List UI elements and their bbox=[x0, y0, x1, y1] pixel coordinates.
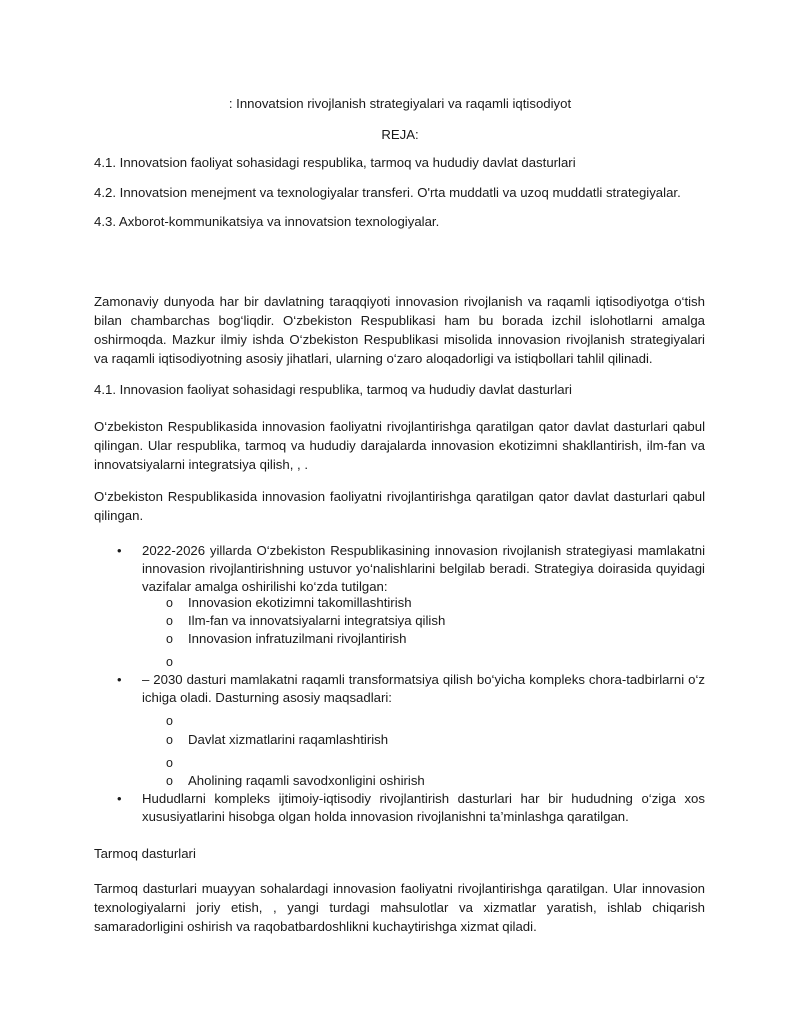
bullet-2-text: – 2030 dasturi mamlakatni raqamli transformatsiya qilish bo‘yicha kompleks chora-tadbirlarni o‘z ichiga oladi. Dasturning asosiy maqsadlari: bbox=[142, 672, 705, 705]
intro-paragraph: Zamonaviy dunyoda har bir davlatning taraqqiyoti innovasion rivojlanish va raqamli iqtisodiyotga o‘tish bilan chambarchas bog‘liqdir. O‘zbekiston Respublikasi ham bu borada izchil islohotlarni amalga oshirmoqda. Mazkur ilmiy ishda O‘zbekiston Respublikasi misolida innovasion rivojlanish strategiyalari va raqamli iqtisodiyotning asosiy jihatlari, ularning o‘zaro aloqadorligi va istiqbollari tahlil qilinadi. bbox=[94, 294, 705, 366]
paragraph-3: O‘zbekiston Respublikasida innovasion faoliyatni rivojlantirishga qaratilgan qator davlat dasturlari qabul qilingan. bbox=[94, 489, 705, 523]
bullet-1-sub-3: Innovasion infratuzilmani rivojlantirish bbox=[188, 631, 407, 646]
sub-marker: o bbox=[166, 774, 173, 788]
bullet-marker: • bbox=[117, 791, 122, 806]
bullet-3-text: Hududlarni kompleks ijtimoiy-iqtisodiy rivojlantirish dasturlari har bir hududning o‘ziga xos xususiyatlarini hisobga olgan holda innovasion rivojlanishni ta’minlashga qaratilgan. bbox=[142, 791, 705, 824]
bullet-marker: • bbox=[117, 672, 122, 687]
bullet-2-sub-2: Davlat xizmatlarini raqamlashtirish bbox=[188, 732, 389, 747]
sub-marker: o bbox=[166, 632, 173, 646]
paragraph-2: O‘zbekiston Respublikasida innovasion faoliyatni rivojlantirishga qaratilgan qator davlat dasturlari qabul qilingan. Ular respublika, tarmoq va hududiy darajalarda innovasion ekotizimni shakllantirish, ilm-fan va innovatsiyalarni integratsiya qilish, , . bbox=[94, 419, 705, 472]
bullet-1-text: 2022-2026 yillarda O‘zbekiston Respublikasining innovasion rivojlanish strategiyasi mamlakatni innovasion rivojlantirishning ustuvor yo‘nalishlarini belgilab beradi. Strategiya doirasida quyidagi vazifalar amalga oshirilishi ko‘zda tutilgan: bbox=[142, 543, 705, 594]
sub-marker: o bbox=[166, 655, 173, 669]
plan-item-2: 4.2. Innovatsion menejment va texnologiyalar transferi. O'rta muddatli va uzoq muddatli strategiyalar. bbox=[94, 185, 681, 200]
bullet-1-sub-1: Innovasion ekotizimni takomillashtirish bbox=[188, 595, 412, 610]
bullet-2-sub-4: Aholining raqamli savodxonligini oshirish bbox=[188, 773, 425, 788]
plan-item-1: 4.1. Innovatsion faoliyat sohasidagi respublika, tarmoq va hududiy davlat dasturlari bbox=[94, 155, 576, 170]
sub-marker: o bbox=[166, 614, 173, 628]
plan-heading: REJA: bbox=[381, 127, 419, 142]
sub-marker: o bbox=[166, 714, 173, 728]
paragraph-4: Tarmoq dasturlari muayyan sohalardagi innovasion faoliyatni rivojlantirishga qaratilgan. Ular innovasion texnologiyalarni joriy etish, , yangi turdagi mahsulotlar va xizmatlar yaratish, ishlab chiqarish samaradorligini oshirish va raqobatbardoshlikni kuchaytirishga xizmat qiladi. bbox=[94, 881, 705, 934]
sub-marker: o bbox=[166, 756, 173, 770]
section-heading: 4.1. Innovasion faoliyat sohasidagi respublika, tarmoq va hududiy davlat dasturlari bbox=[94, 382, 572, 397]
sub-marker: o bbox=[166, 596, 173, 610]
document-title: : Innovatsion rivojlanish strategiyalari va raqamli iqtisodiyot bbox=[228, 96, 572, 111]
bullet-1-sub-2: Ilm-fan va innovatsiyalarni integratsiya qilish bbox=[188, 613, 446, 628]
bullet-marker: • bbox=[117, 543, 122, 558]
plan-item-3: 4.3. Axborot-kommunikatsiya va innovatsion texnologiyalar. bbox=[94, 214, 440, 229]
sub-marker: o bbox=[166, 733, 173, 747]
tarmoq-heading: Tarmoq dasturlari bbox=[94, 846, 196, 861]
